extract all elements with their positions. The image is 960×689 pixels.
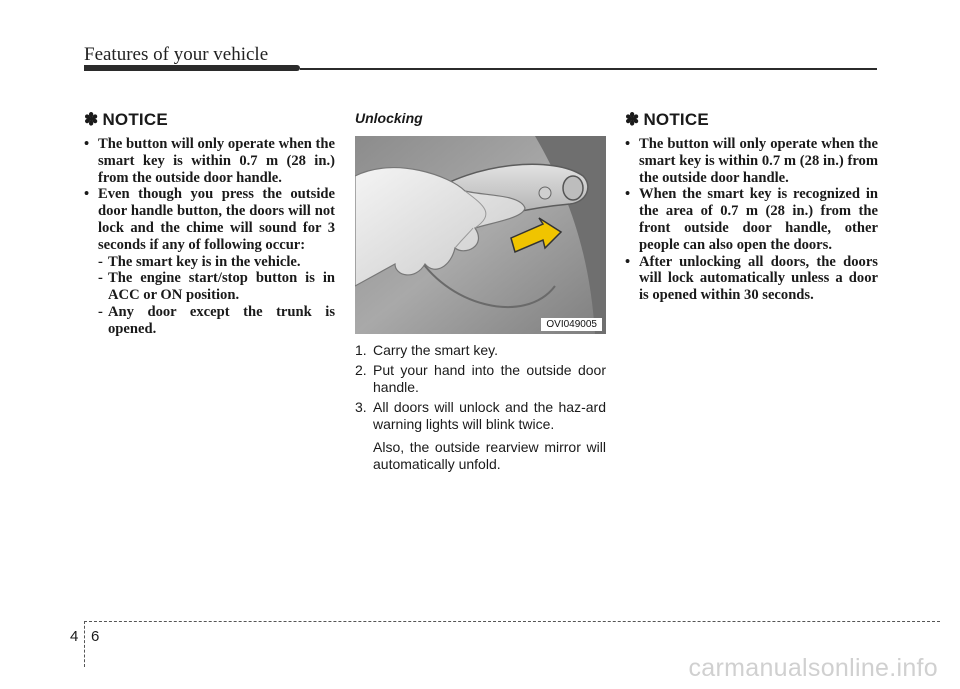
- unlock-steps: [355, 342, 606, 433]
- notice-list: [84, 136, 335, 254]
- list-item: • The button will only operate when the smart key is within 0.7 m (28 in.) from the outside door handle.: [625, 136, 878, 186]
- notice-title-text: NOTICE: [102, 110, 168, 129]
- notice-heading: [84, 110, 335, 130]
- sub-list-item: - Any door except the trunk is opened.: [98, 303, 335, 337]
- page-number: 6: [91, 628, 100, 645]
- middle-column: [355, 110, 606, 473]
- footer-rule: [84, 621, 940, 622]
- header-rule-thick: [84, 65, 300, 71]
- sub-list-item: - The engine start/stop button is in ACC or ON position.: [98, 270, 335, 304]
- list-item: 3. All doors will unlock and the haz-ard warning lights will blink twice.: [355, 399, 606, 432]
- list-item: 1. Carry the smart key.: [355, 342, 498, 358]
- chapter-number: 4: [70, 628, 79, 645]
- notice-mark-icon: ✽: [84, 110, 99, 129]
- page-header-title: Features of your vehicle: [84, 44, 269, 65]
- list-item: • Even though you press the outside door handle button, the doors will not lock and the chime will sound for 3 seconds if any of following occur:: [84, 186, 335, 253]
- sub-list-item: - The smart key is in the vehicle.: [98, 253, 301, 270]
- watermark: carmanualsonline.info: [688, 654, 938, 682]
- figure-code: OVI049005: [541, 318, 602, 331]
- header-rule-thin: [300, 68, 877, 70]
- section-heading-unlocking: Unlocking: [355, 110, 423, 126]
- notice-sublist: [84, 254, 335, 338]
- footer-divider: [84, 621, 85, 667]
- door-handle-figure: [355, 136, 606, 334]
- notice-title-text: NOTICE: [643, 110, 709, 129]
- door-handle-illustration: [355, 136, 606, 334]
- notice-heading: [625, 110, 878, 130]
- notice-mark-icon: ✽: [625, 110, 640, 129]
- right-column: [625, 110, 878, 304]
- list-item: 2. Put your hand into the outside door handle.: [355, 362, 606, 395]
- notice-list: [625, 136, 878, 304]
- left-column: [84, 110, 335, 338]
- list-item: • The button will only operate when the smart key is within 0.7 m (28 in.) from the outside door handle.: [84, 136, 335, 186]
- list-item: • After unlocking all doors, the doors will lock automatically unless a door is opened within 30 seconds.: [625, 253, 878, 304]
- step-note: Also, the outside rearview mirror will automatically unfold.: [373, 439, 606, 472]
- list-item: • When the smart key is recognized in the area of 0.7 m (28 in.) from the front outside door handle, other people can also open the doors.: [625, 186, 878, 253]
